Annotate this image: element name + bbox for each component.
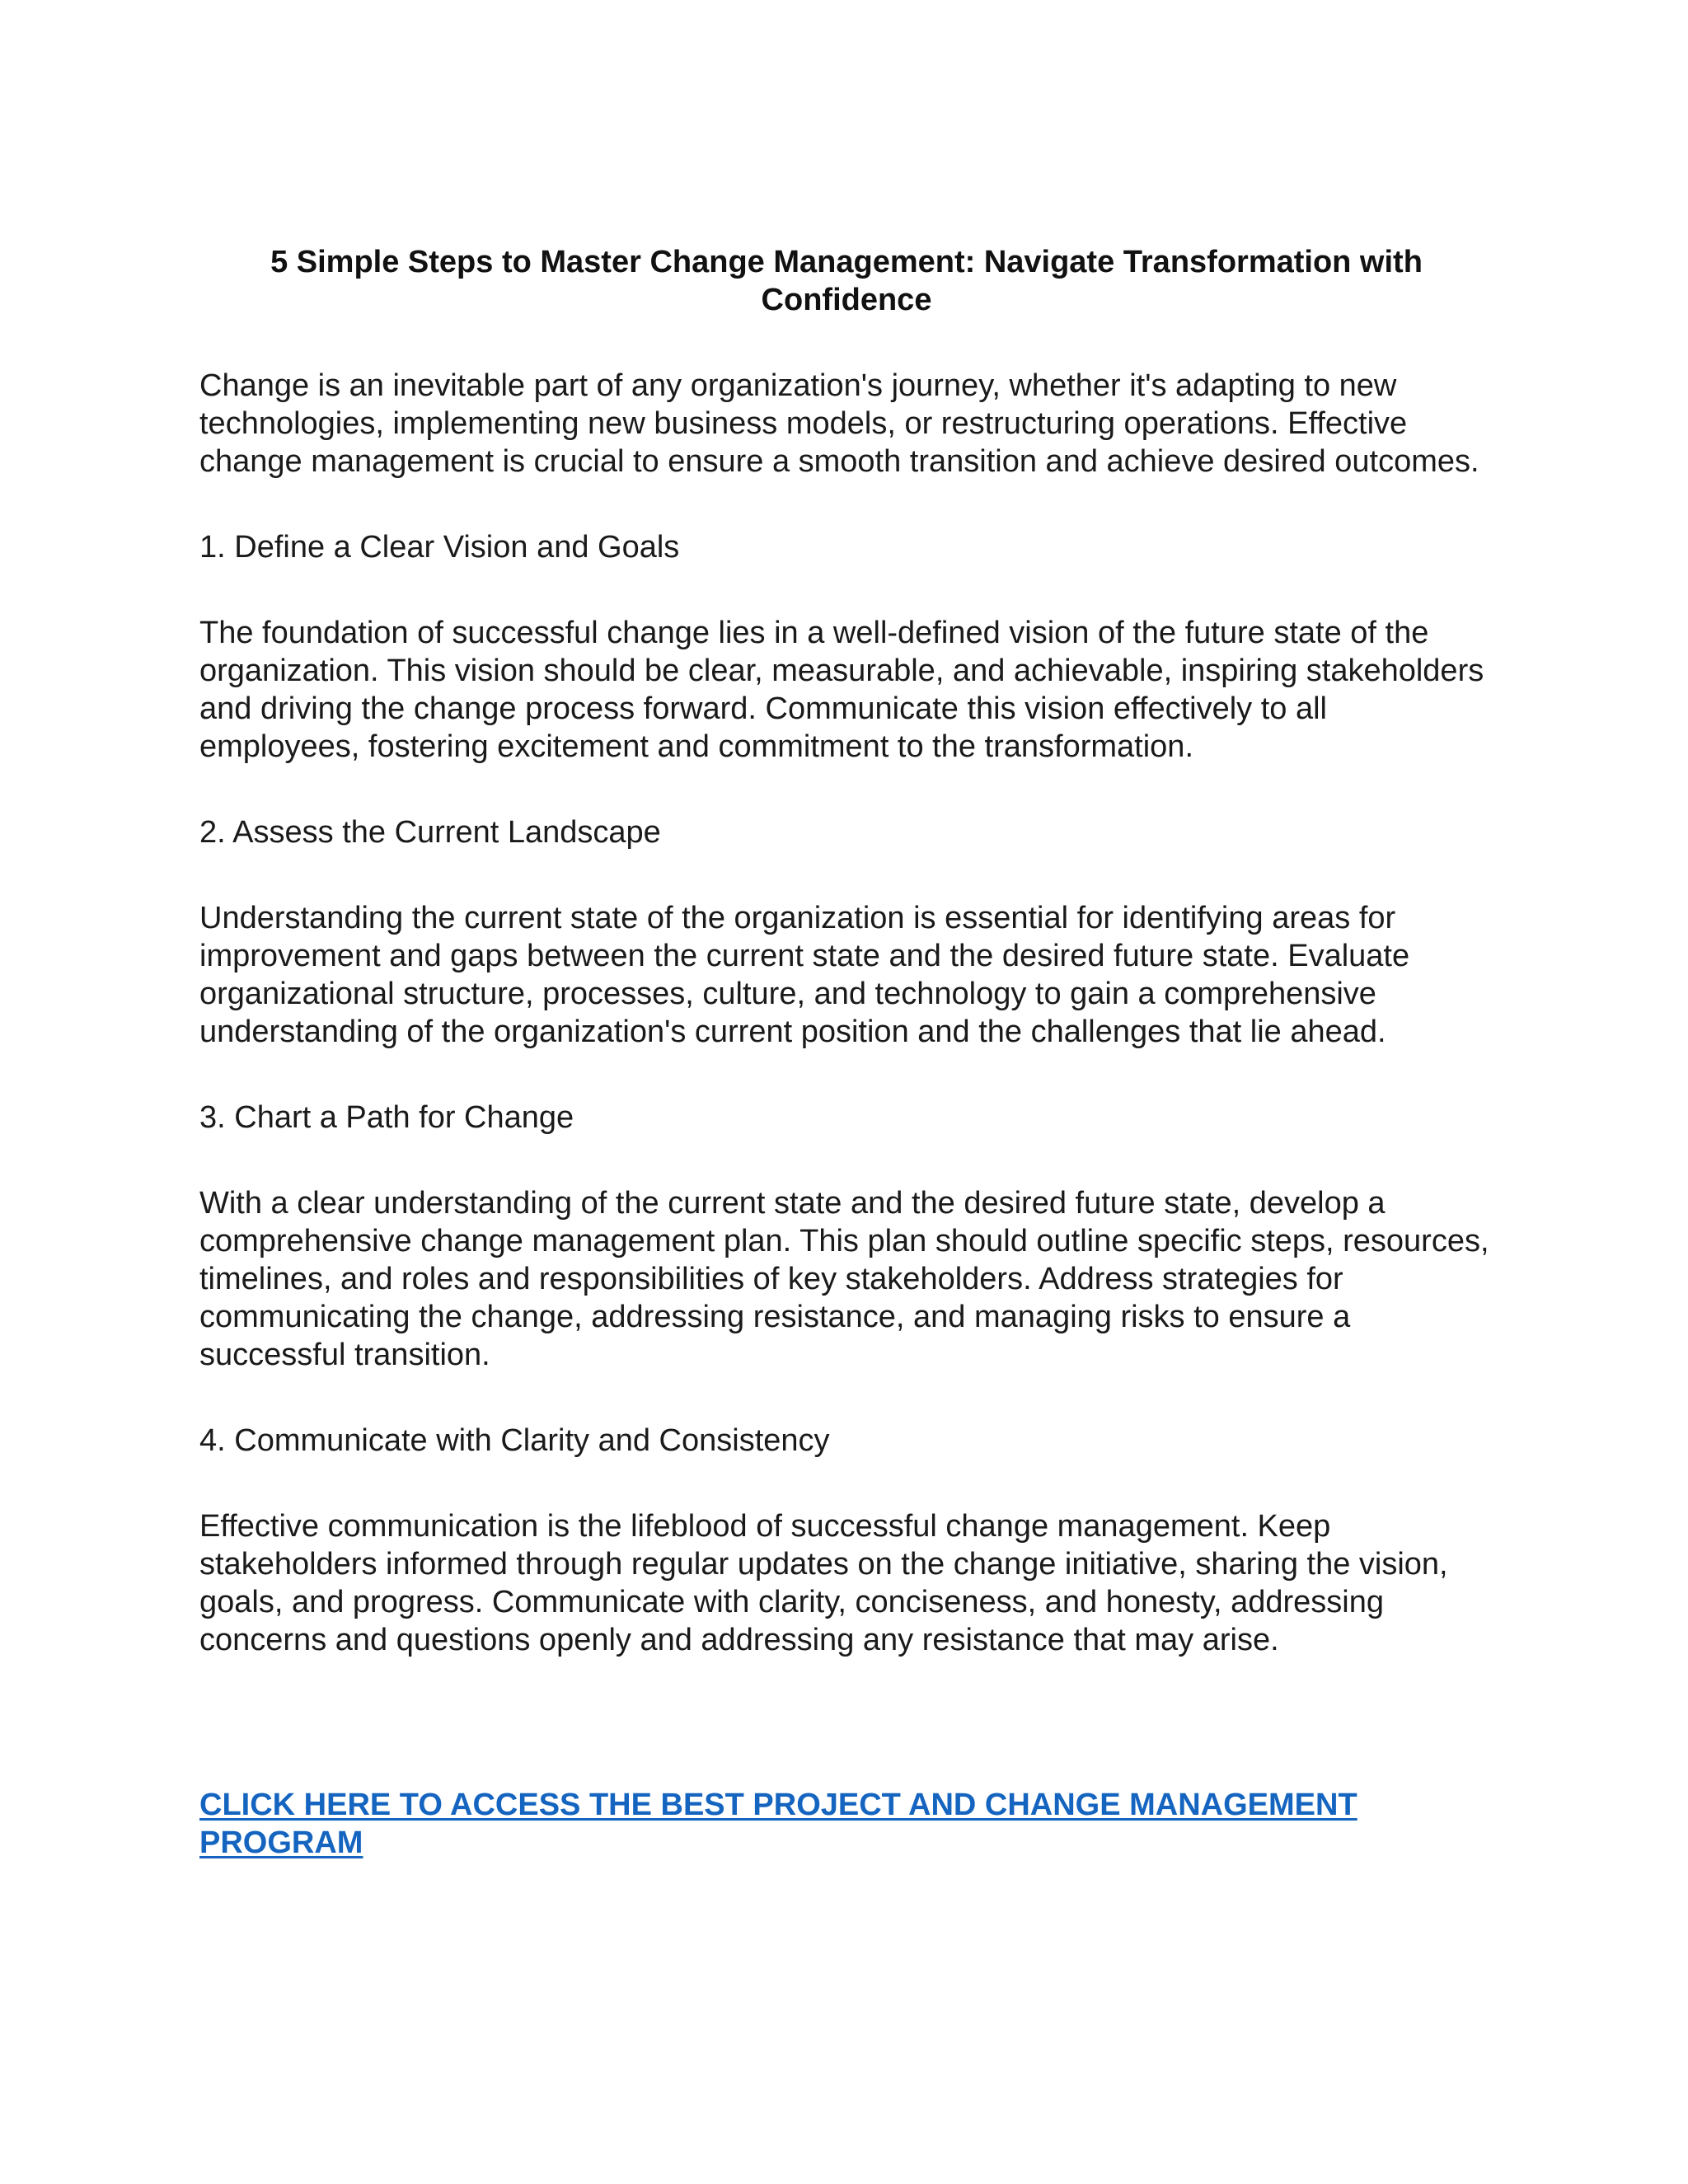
step-1-body: The foundation of successful change lies in a well-defined vision of the future state of the organization. This vision should be clear, measurable, and achievable, inspiring stakeholders and driving the change process forward. Communicate this vision effectively to all employees, fostering excitement and commitment to the transformation. (199, 616, 1484, 764)
step-3-body: With a clear understanding of the current state and the desired future state, develop a comprehensive change management plan. This plan should outline specific steps, resources, timelines, and roles and responsibilities of key stakeholders. Address strategies for communicating the change, addressing resistance, and managing risks to ensure a successful transition. (199, 1186, 1489, 1372)
document-page (199, 243, 1493, 1862)
intro-paragraph: Change is an inevitable part of any organization's journey, whether it's adapting to new technologies, implementing new business models, or restructuring operations. Effective change management is crucial to ensure a smooth transition and achieve desired outcomes. (199, 368, 1479, 479)
step-2-body: Understanding the current state of the organization is essential for identifying areas for improvement and gaps between the current state and the desired future state. Evaluate organizational structure, processes, culture, and technology to gain a comprehensive understanding of the organization's current position and the challenges that lie ahead. (199, 901, 1410, 1049)
step-3-heading: 3. Chart a Path for Change (199, 1100, 574, 1135)
step-2-heading: 2. Assess the Current Landscape (199, 815, 661, 850)
document-title: 5 Simple Steps to Master Change Management: Navigate Transformation with Confidence (270, 245, 1423, 317)
program-access-link[interactable]: CLICK HERE TO ACCESS THE BEST PROJECT AND CHANGE MANAGEMENT PROGRAM (199, 1788, 1357, 1860)
step-1-heading: 1. Define a Clear Vision and Goals (199, 530, 680, 565)
step-4-body: Effective communication is the lifeblood of successful change management. Keep stakeholders informed through regular updates on the change initiative, sharing the vision, goals, and progress. Communicate with clarity, conciseness, and honesty, addressing concerns and questions openly and addressing any resistance that may arise. (199, 1509, 1448, 1657)
step-4-heading: 4. Communicate with Clarity and Consistency (199, 1423, 830, 1458)
